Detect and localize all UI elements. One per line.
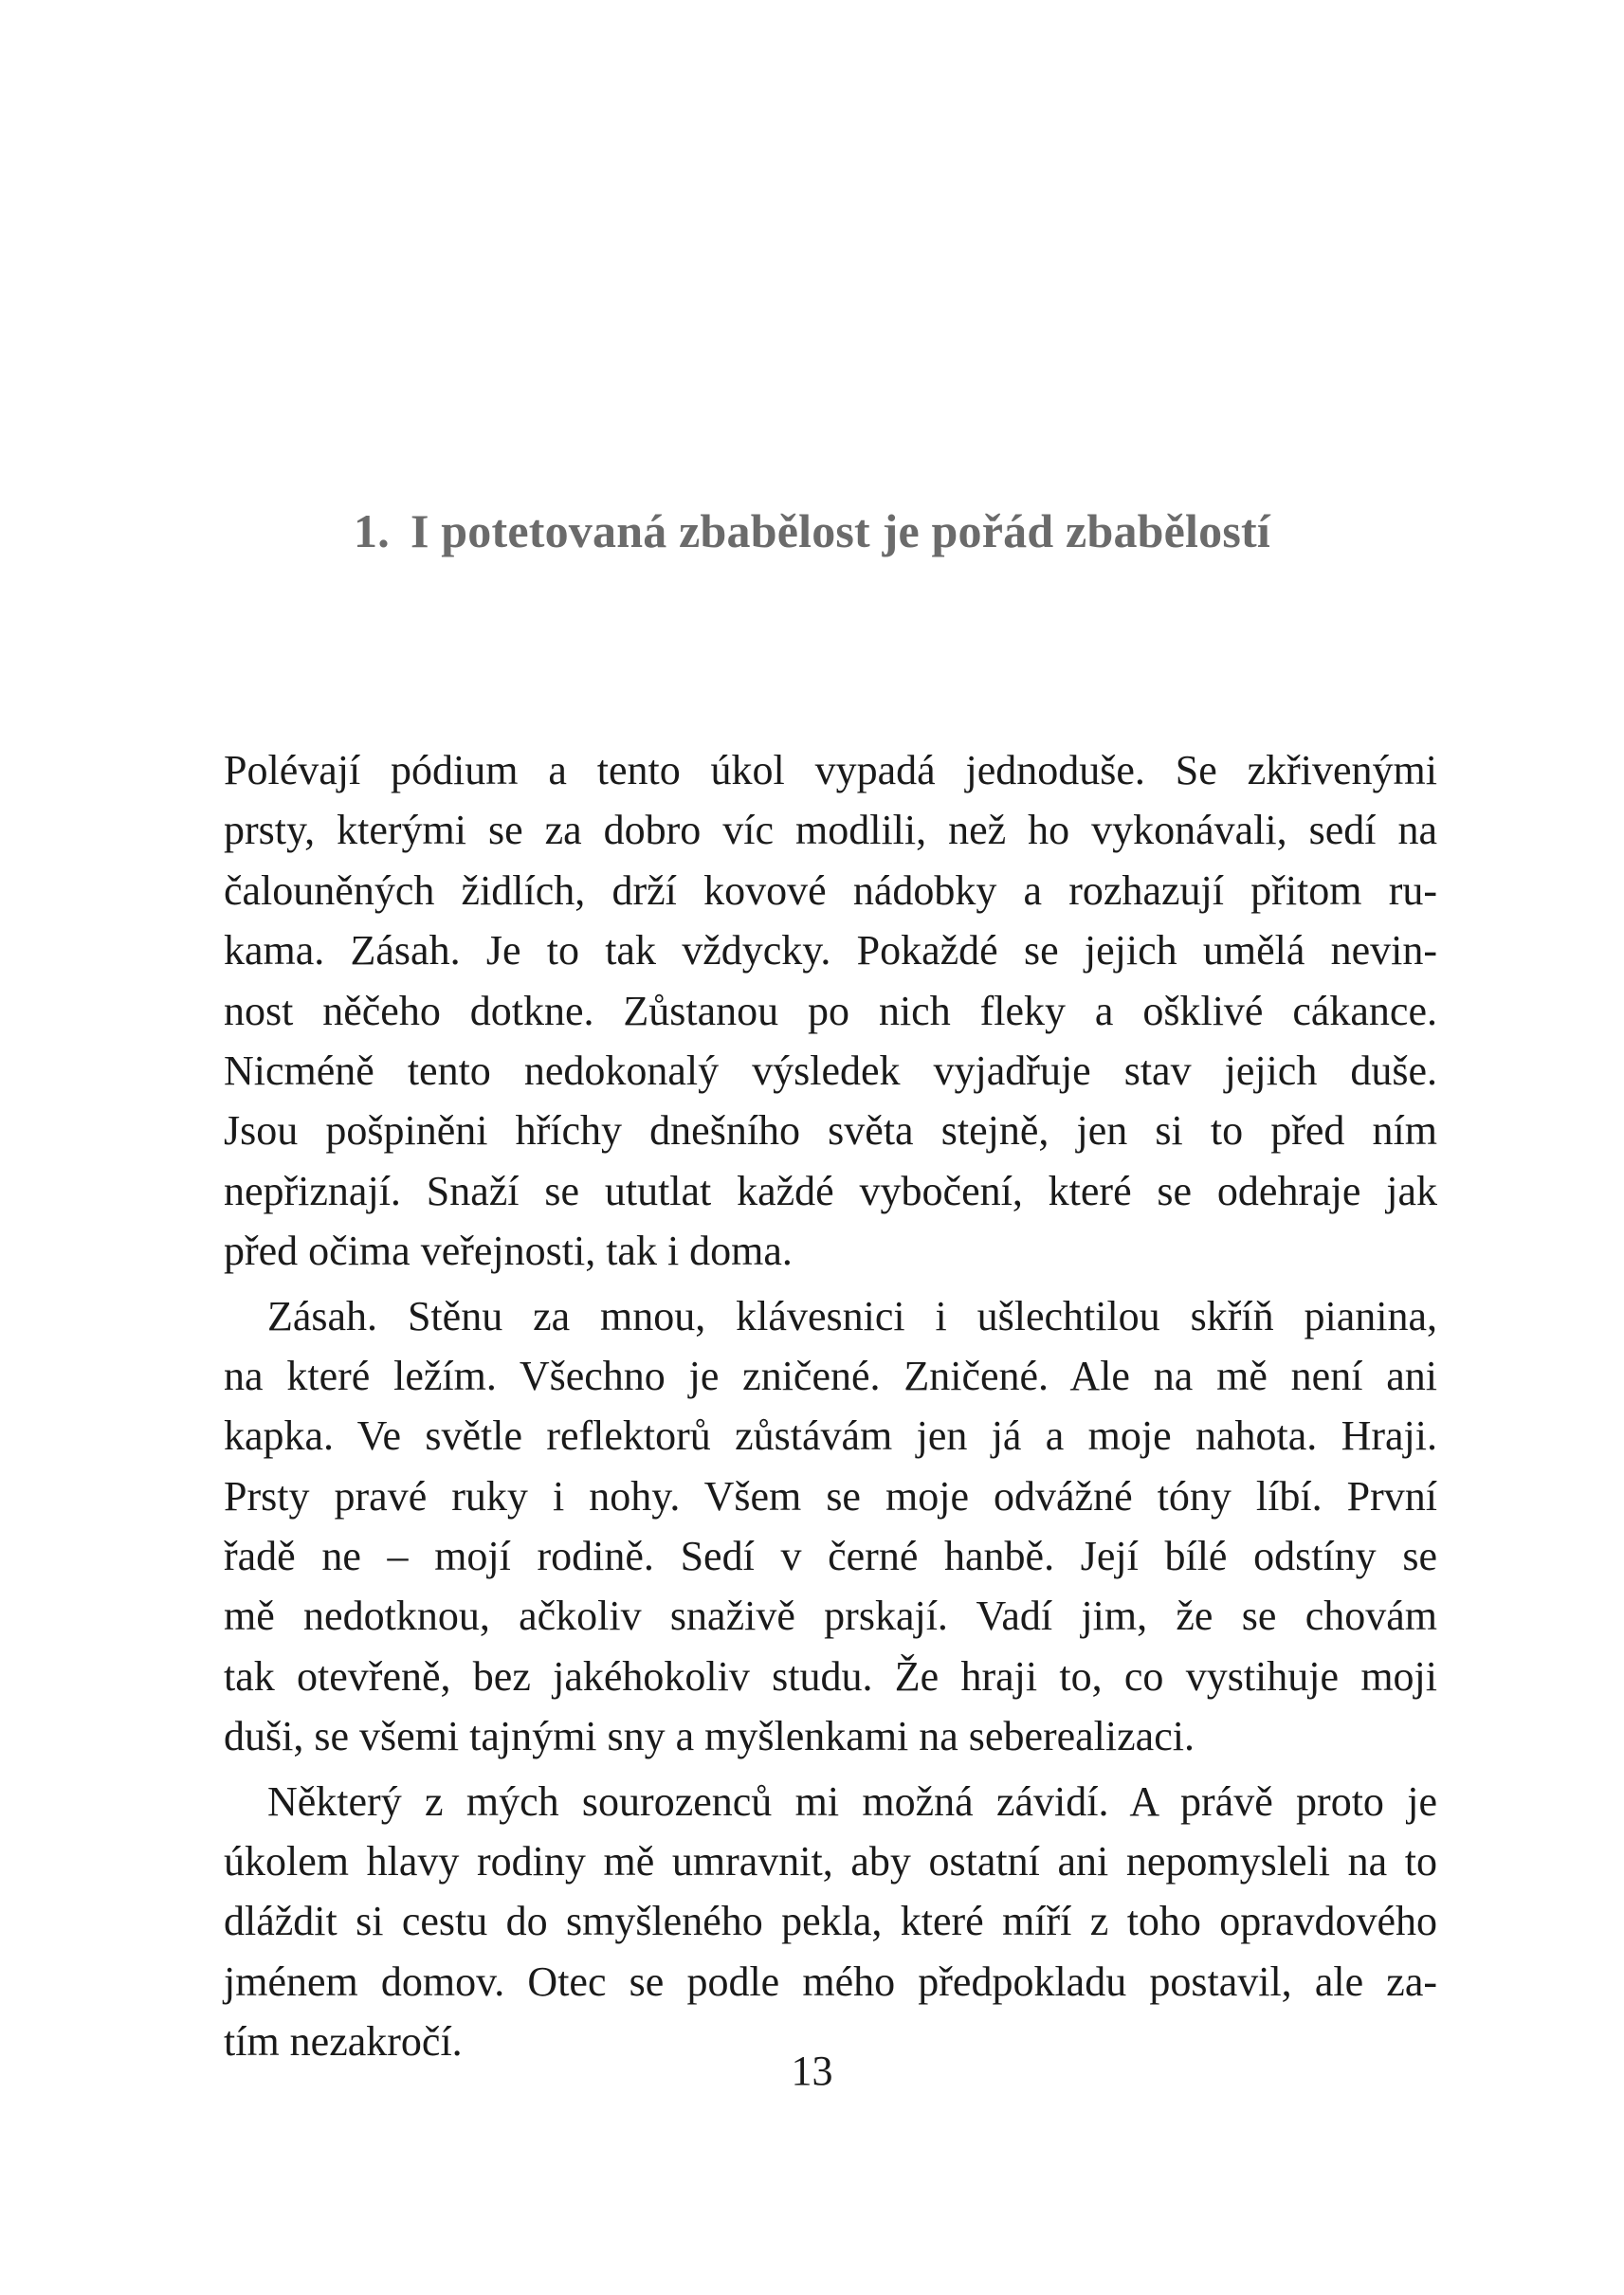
text-line: Nicméně tento nedokonalý výsledek vyjadřuje stav jejich duše. <box>224 1047 1437 1094</box>
text-line: duši, se všemi tajnými sny a myšlenkami na seberealizaci. <box>224 1713 1195 1760</box>
text-line: tak otevřeně, bez jakéhokoliv studu. Že hraji to, co vystihuje moji <box>224 1652 1437 1700</box>
text-line: na které ležím. Všechno je zničené. Zničené. Ale na mě není ani <box>224 1352 1437 1399</box>
body-text <box>224 740 1437 2072</box>
text-line: Jsou pošpiněni hříchy dnešního světa stejně, jen si to před ním <box>224 1107 1437 1155</box>
text-line: kama. Zásah. Je to tak vždycky. Pokaždé se jejich umělá nevin- <box>224 927 1437 974</box>
text-line: kapka. Ve světle reflektorů zůstávám jen já a moje nahota. Hraji. <box>224 1412 1437 1460</box>
text-line: Některý z mých sourozenců mi možná závidí. A právě proto je <box>267 1777 1437 1825</box>
text-line: Prsty pravé ruky i nohy. Všem se moje odvážné tóny líbí. První <box>224 1472 1437 1520</box>
text-line: prsty, kterými se za dobro víc modlili, než ho vykonávali, sedí na <box>224 807 1437 854</box>
text-line: Polévají pódium a tento úkol vypadá jednoduše. Se zkřivenými <box>224 747 1437 793</box>
text-line: jménem domov. Otec se podle mého předpokladu postavil, ale za- <box>224 1958 1437 2005</box>
text-line: tím nezakročí. <box>224 2018 463 2066</box>
text-line: nepřiznají. Snaží se ututlat každé vybočení, které se odehraje jak <box>224 1167 1437 1214</box>
page-number: 13 <box>791 2048 833 2094</box>
text-line: dláždit si cestu do smyšleného pekla, které míří z toho opravdového <box>224 1898 1437 1945</box>
text-line: řadě ne – mojí rodině. Sedí v černé hanbě. Její bílé odstíny se <box>224 1533 1437 1580</box>
paragraph-3 <box>224 1772 1437 2072</box>
paragraph-1 <box>224 740 1437 1282</box>
text-line: nost něčeho dotkne. Zůstanou po nich fleky a ošklivé cákance. <box>224 987 1437 1034</box>
chapter-title <box>0 501 1624 561</box>
text-line: mě nedotknou, ačkoliv snaživě prskají. Vadí jim, že se chovám <box>224 1593 1437 1640</box>
text-line: čalouněných židlích, drží kovové nádobky a rozhazují přitom ru- <box>224 866 1437 914</box>
paragraph-2 <box>224 1286 1437 1767</box>
text-line: Zásah. Stěnu za mnou, klávesnici i ušlechtilou skříň pianina, <box>267 1292 1437 1339</box>
text-line: úkolem hlavy rodiny mě umravnit, aby ostatní ani nepomysleli na to <box>224 1838 1437 1885</box>
chapter-title-text: I potetovaná zbabělost je pořád zbabělostí <box>410 504 1270 557</box>
chapter-number: 1. <box>354 504 390 557</box>
text-line: před očima veřejnosti, tak i doma. <box>224 1228 793 1275</box>
